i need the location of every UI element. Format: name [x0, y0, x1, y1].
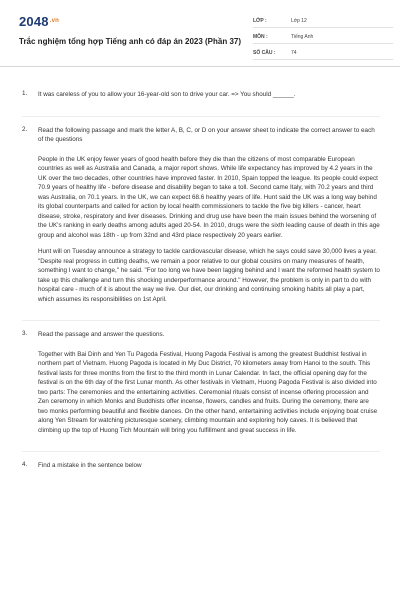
site-logo[interactable]: [19, 14, 59, 29]
question-item: [22, 461, 380, 478]
question-item: [22, 126, 380, 312]
question-body: [38, 90, 380, 107]
passage-paragraph: Hunt will on Tuesday announce a strategy to tackle cardiovascular disease, which he says could save 30,000 lives a year. "Despite real progress in cutting deaths, we remain a poor relative to our global cousins on many measures of health, something I want to change," he said. "For too long we have been lagging behind and I want the reformed health system to take up this challenge and turn this shocking underperformance around." However, the problem is only in part to do with hospital care - much of it is about the way we live. Our diet, our drinking and continuing smoking habits all play a part, which assumes its responsibilities on 1st April.: [38, 248, 380, 303]
meta-label: SỐ CÂU :: [253, 49, 276, 56]
meta-value: Tiếng Anh: [291, 33, 314, 40]
passage-paragraph: Together with Bai Dinh and Yen Tu Pagoda Festival, Huong Pagoda Festival is among the greatest Buddhist festival in northern part of Vietnam. Huong Pagoda is located in My Duc District, 70 kilometers away from Hanoi to the south. This festival lasts for three months from the first to the third month in Lunar Calendar. In fact, the official opening day for the festival is on the 6th day of the first Lunar month. As other festivals in Vietnam, Huong Pagoda Festival is also divided into two parts: The ceremonies and the entertaining activities. Ceremonial rituals consist of incense offering procession and Zen ceremony in which Monks and Buddhists offer incense, flowers, candles and fruits. During the ceremony, there are two monks performing beautiful and flexible dances. On the other hand, entertaining activities include enjoying boat cruise along Yen Stream for watching picturesque scenery, climbing mountain and exploring holy caves. It is believed that climbing up the top of Huong Tich Mountain will bring you fulfillment and great success in life.: [38, 350, 378, 434]
meta-info: [253, 14, 393, 62]
page-header: [0, 0, 400, 67]
question-body: [38, 461, 380, 478]
meta-label: LỚP :: [253, 17, 267, 24]
passage-paragraph: People in the UK enjoy fewer years of good health before they die than the citizens of most comparable European countries as well as Australia and Canada, a major report shows. While life expectancy has improved by 4.2 years in the UK over the two decades, other countries have improved faster. In 2010, Spain topped the league. Its people could expect 70.9 years of healthy life - before disease and disability began to take a toll. Second came Italy, with 70.2 years and third was Australia, on 70.1 years. In the UK, we can expect 68.6 healthy years of life. Hunt said the UK was a long way behind its global counterparts and called for action by local health commissioners to tackle the five big killers - cancer, heart disease, stroke, respiratory and liver diseases. Drinking and drug use have been the main issues behind the worsening of the UK's ranking in early deaths among adults aged 20-54. In 2010, drugs were the sixth leading cause of death in this age group and alcohol was 18th - up from 32nd and 43rd place respectively 20 years earlier.: [38, 155, 380, 239]
meta-label: MÔN :: [253, 33, 268, 40]
question-number: 3.: [22, 330, 28, 337]
question-body: [38, 126, 380, 312]
question-item: [22, 330, 380, 442]
meta-row-count: [253, 46, 393, 60]
question-number: 2.: [22, 125, 28, 133]
question-item: [22, 90, 380, 107]
question-number: 4.: [22, 461, 28, 468]
page-title: Trắc nghiệm tổng hợp Tiếng anh có đáp án 2023 (Phần 37): [19, 37, 242, 46]
meta-row-class: [253, 14, 393, 28]
question-list: [0, 67, 400, 478]
question-text: Find a mistake in the sentence below: [38, 462, 142, 469]
logo-tld: .vn: [49, 18, 60, 24]
logo-main: 2048: [19, 14, 49, 29]
question-text: Read the passage and answer the questions.: [38, 331, 165, 338]
divider: [22, 320, 380, 321]
question-number: 1.: [22, 90, 28, 97]
divider: [22, 451, 380, 452]
divider: [22, 116, 380, 117]
meta-row-subject: [253, 30, 393, 44]
question-text: It was careless of you to allow your 16-year-old son to drive your car. => You should ______.: [38, 91, 296, 98]
question-text: Read the following passage and mark the letter A, B, C, or D on your answer sheet to indicate the correct answer to each of the questions: [38, 126, 375, 143]
question-body: [38, 330, 380, 442]
meta-value: 74: [291, 49, 297, 56]
meta-value: Lớp 12: [291, 17, 307, 24]
